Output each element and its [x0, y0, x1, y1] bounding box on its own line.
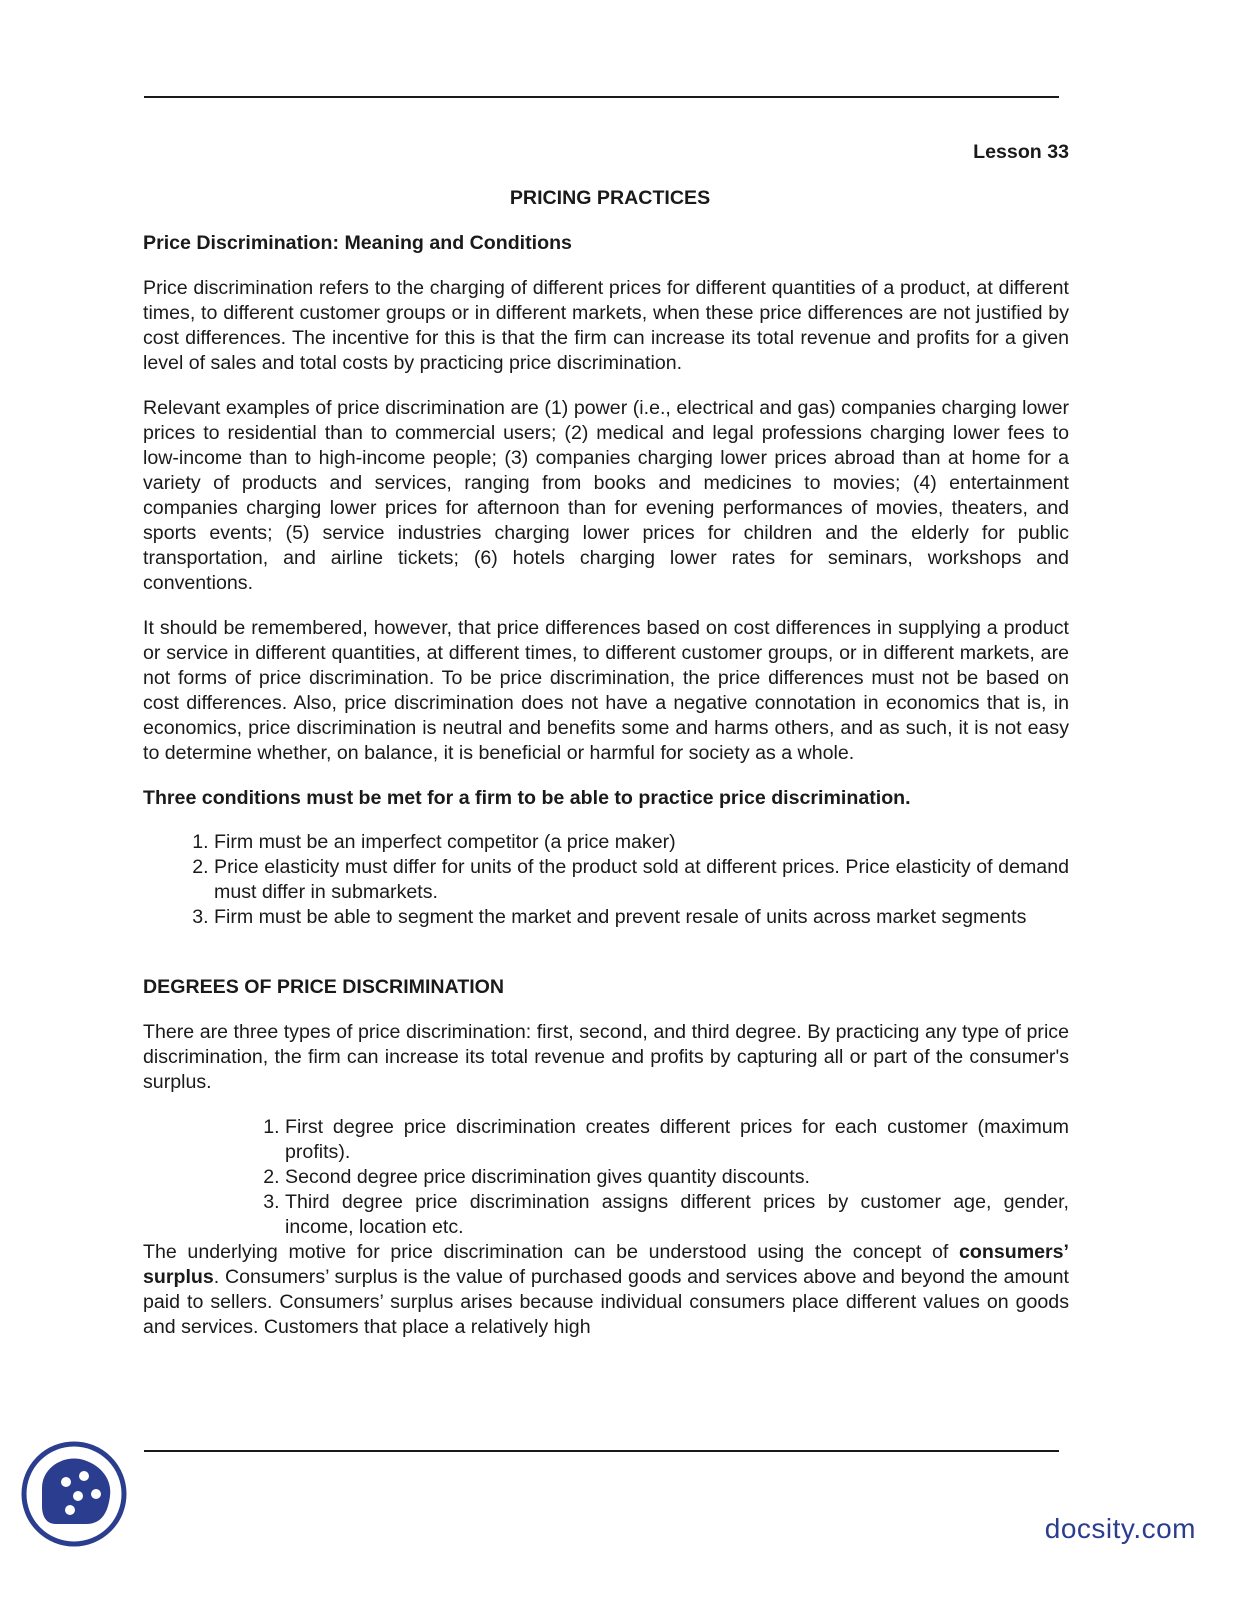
lesson-number: Lesson 33 — [973, 141, 1069, 163]
list-item: 2. Second degree price discrimination gives quantity discounts. — [285, 1165, 1069, 1190]
list-item: 3. Third degree price discrimination assigns different prices by customer age, gender, income, location etc. — [285, 1190, 1069, 1240]
section-heading-meaning: Price Discrimination: Meaning and Conditions — [143, 232, 572, 254]
page-title: PRICING PRACTICES — [509, 187, 711, 209]
paragraph-definition: Price discrimination refers to the charging of different prices for different quantities of a product, at different times, to different customer groups or in different markets, when these price differences are not justified by cost differences. The incentive for this is that the firm can increase its total revenue and profits for a given level of sales and total costs by practicing price discrimination. — [143, 277, 1069, 374]
term-consumers-surplus: consumers’ surplus — [143, 1241, 1069, 1288]
paragraph-types: There are three types of price discrimination: first, second, and third degree. By practicing any type of price discrimination, the firm can increase its total revenue and profits by capturing all or part of the consumer's surplus. — [143, 1021, 1069, 1093]
conditions-heading: Three conditions must be met for a firm to be able to practice price discrimination. — [143, 787, 911, 809]
degrees-list — [143, 1115, 1069, 1240]
paragraph-cost-differences: It should be remembered, however, that price differences based on cost differences in supplying a product or service in different quantities, at different times, to different customer groups, or in different markets, are not forms of price discrimination. To be price discrimination, the price differences must not be based on cost differences. Also, price discrimination does not have a negative connotation in economics that is, in economics, price discrimination is neutral and benefits some and harms others, and as such, it is not easy to determine whether, on balance, it is beneficial or harmful for society as a whole. — [143, 617, 1069, 764]
document-page — [143, 140, 1069, 1340]
paragraph-examples: Relevant examples of price discrimination are (1) power (i.e., electrical and gas) companies charging lower prices to residential than to commercial users; (2) medical and legal professions charging lower fees to low-income than to high-income people; (3) companies charging lower prices abroad than at home for a variety of products and services, ranging from books and medicines to movies; (4) entertainment companies charging lower prices for afternoon than for evening performances of movies, theaters, and sports events; (5) service industries charging lower prices for children and the elderly for public transportation, and airline tickets; (6) hotels charging lower rates for seminars, workshops and conventions. — [143, 397, 1069, 594]
paragraph-lead: The underlying motive for price discrimination can be understood using the concept of — [143, 1241, 959, 1263]
footer-rule — [144, 1450, 1059, 1452]
brand-link[interactable]: docsity.com — [1044, 1513, 1196, 1544]
paragraph-rest: . Consumers’ surplus is the value of purchased goods and services above and beyond the amount paid to sellers. Consumers’ surplus arises because individual consumers place different values on goods and services. Customers that place a relatively high — [143, 1266, 1069, 1338]
conditions-list — [143, 830, 1069, 930]
list-item: 1. First degree price discrimination creates different prices for each customer (maximum profits). — [285, 1115, 1069, 1165]
list-item: 2. Price elasticity must differ for units of the product sold at different prices. Price elasticity of demand must differ in submarkets. — [214, 855, 1069, 905]
paragraph-consumers-surplus — [143, 1240, 1069, 1340]
section-heading-degrees: DEGREES OF PRICE DISCRIMINATION — [143, 976, 505, 998]
list-item: 1. Firm must be an imperfect competitor (a price maker) — [214, 830, 1069, 855]
list-item: 3. Firm must be able to segment the market and prevent resale of units across market segments — [214, 905, 1069, 930]
header-rule — [144, 96, 1059, 98]
docsity-logo-icon[interactable] — [20, 1440, 128, 1548]
